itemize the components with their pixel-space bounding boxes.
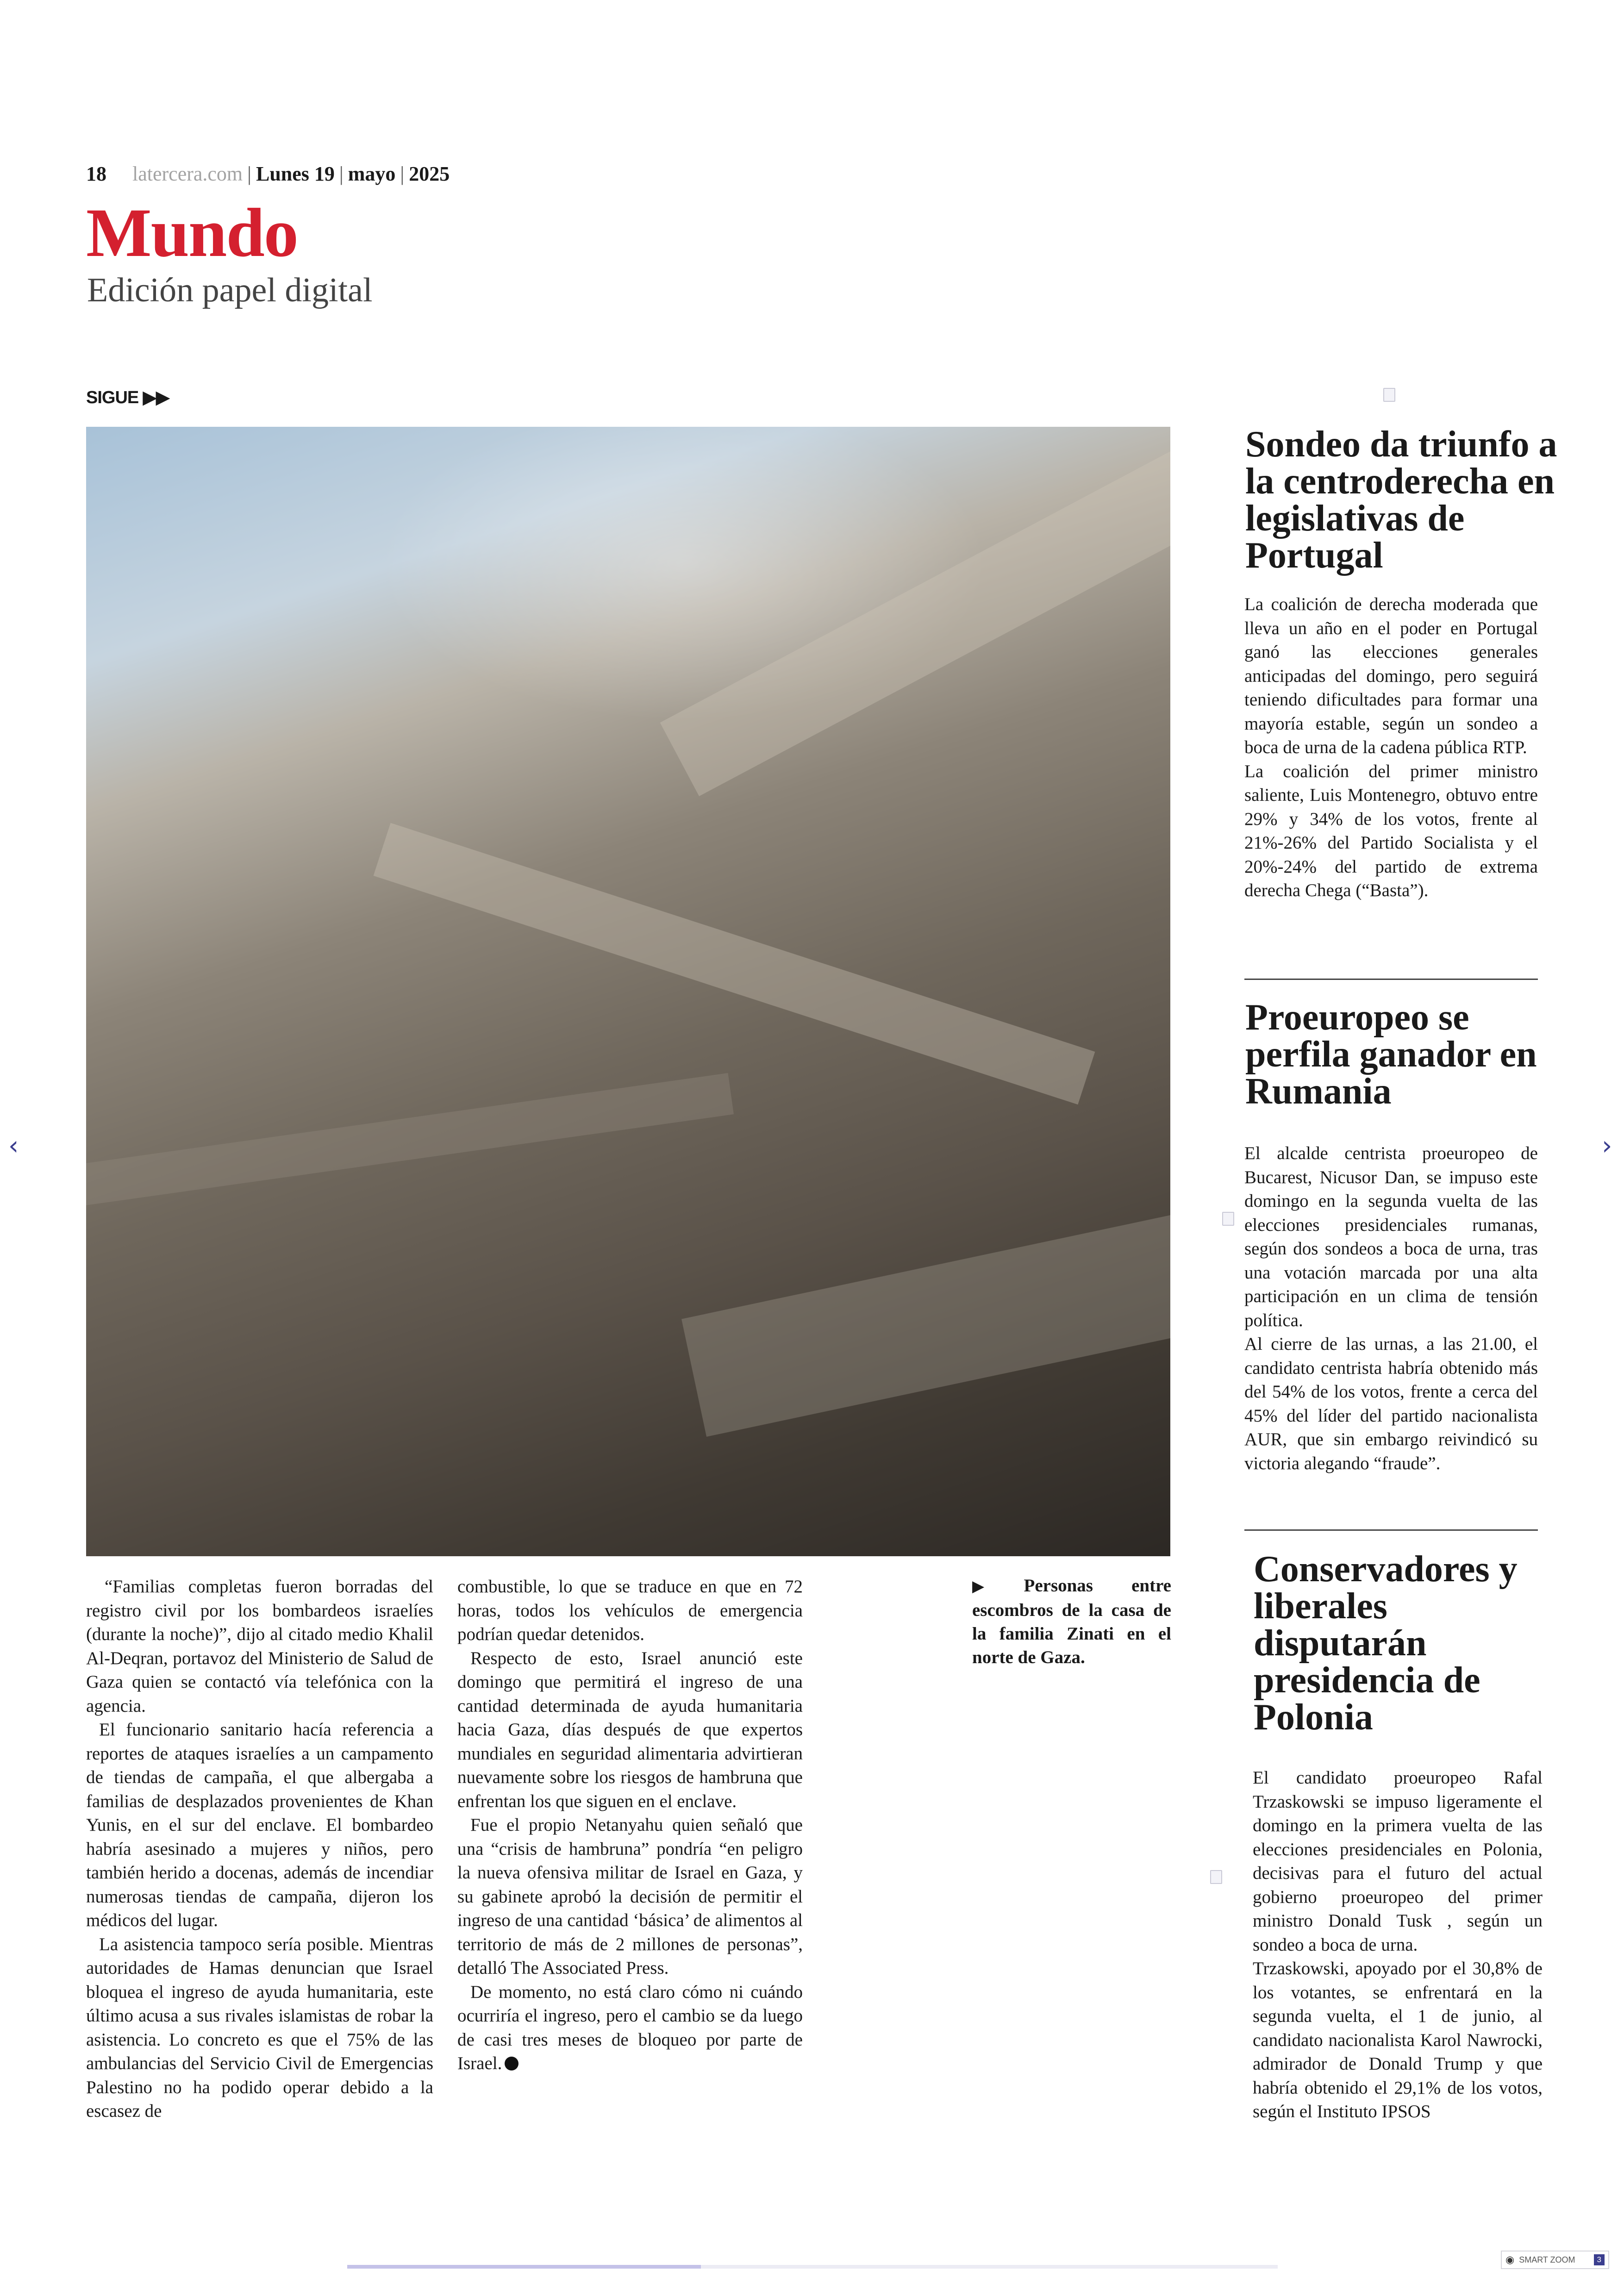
paragraph: “Familias completas fueron borradas del registro civil por los bombardeos israelíes (durante la noche)”, dijo al citado medio Khalil Al-Deqran, portavoz del Ministerio de Salud de Gaza quien se contactó vía telefónica con la agencia.	[86, 1577, 433, 1716]
brief-portugal	[1244, 592, 1538, 903]
smart-zoom-button[interactable]	[1501, 2251, 1609, 2269]
section-subtitle: Edición papel digital	[87, 271, 373, 309]
paragraph: El funcionario sanitario hacía referencia a reportes de ataques israelíes a un campamento de tiendas de campaña, el que albergaba a familias de desplazados provenientes de Khan Yunis, en el sur del enclave. El bombardeo habría asesinado a mujeres y niños, pero también herido a docenas, además de incendiar numerosas tiendas de campaña, dijeron los médicos del lugar.	[86, 1720, 433, 1930]
article-column-2	[457, 1575, 803, 2076]
rubble-photo	[86, 427, 1170, 1556]
page-badge: 3	[1594, 2254, 1605, 2265]
paragraph	[457, 1980, 803, 2076]
smart-zoom-label: SMART ZOOM	[1519, 2255, 1575, 2264]
prev-page-arrow-icon[interactable]: ‹	[8, 1131, 19, 1161]
paragraph: Fue el propio Netanyahu quien señaló que una “crisis de hambruna” pondría “en peligro la nueva ofensiva militar de Israel en Gaza, y su gabinete aprobó la decisión de permitir el ingreso de una cantidad ‘básica’ de alimentos al territorio de más de 2 millones de personas”, detalló The Associated Press.	[457, 1815, 803, 1978]
sigue-label: SIGUE ▶▶	[86, 388, 169, 407]
note-icon[interactable]	[1383, 388, 1395, 402]
reading-progress-fill	[347, 2265, 701, 2269]
paragraph: La asistencia tampoco sería posible. Mientras autoridades de Hamas denuncian que Israel bloquea el ingreso de ayuda humanitaria, este último acusa a sus rivales islamistas de robar la asistencia. Lo concreto es que el 75% de las ambulancias del Servicio Civil de Emergencias Palestino no ha podido operar debido a la escasez de	[86, 1934, 433, 2121]
headline-rumania: Proeuropeo se perfila ganador en Rumania	[1245, 997, 1537, 1112]
issue-month: mayo	[348, 162, 396, 185]
caption-triangle-icon: ▶	[972, 1578, 1018, 1595]
section-title: Mundo	[86, 194, 298, 271]
headline-polonia: Conservadores y liberales disputarán presidencia de Polonia	[1254, 1549, 1518, 1738]
caption-text: Personas entre escombros de la casa de la familia Zinati en el norte de Gaza.	[972, 1576, 1171, 1667]
paragraph: La coalición del primer ministro saliente, Luis Montenegro, obtuvo entre 29% y 34% de los votos, frente al 21%-26% del Partido Socialista y el 20%-24% del partido de extrema derecha Chega (“Basta”).	[1244, 761, 1538, 900]
paragraph: Trzaskowski, apoyado por el 30,8% de los votantes, se enfrentará en la segunda vuelta, el 1 de junio, al candidato nacionalista Karol Nawrocki, admirador de Donald Trump y que habría obtenido el 29,1% de los votos, según el Instituto IPSOS	[1253, 1958, 1543, 2121]
note-icon[interactable]	[1210, 1870, 1222, 1884]
divider	[1244, 979, 1538, 980]
paragraph: El candidato proeuropeo Rafal Trzaskowski se impuso ligeramente el domingo en la primera vuelta de las elecciones presidenciales en Polonia, decisivas para el futuro del actual gobierno proeuropeo del primer ministro Donald Tusk , según un sondeo a boca de urna.	[1253, 1768, 1543, 1955]
issue-day: Lunes 19	[256, 162, 335, 185]
note-icon[interactable]	[1222, 1212, 1234, 1226]
divider	[1244, 1529, 1538, 1531]
next-page-arrow-icon[interactable]: ›	[1602, 1131, 1612, 1161]
brief-rumania	[1244, 1141, 1538, 1475]
eye-icon: ◉	[1505, 2254, 1515, 2266]
paragraph: La coalición de derecha moderada que lleva un año en el poder en Portugal ganó las elecciones generales anticipadas del domingo, pero seguirá teniendo dificultades para formar una mayoría estable, según un sondeo a boca de urna de la cadena pública RTP.	[1244, 594, 1538, 757]
brief-polonia	[1253, 1766, 1543, 2124]
paragraph: Respecto de esto, Israel anunció este domingo que permitirá el ingreso de una cantidad determinada de ayuda humanitaria hacia Gaza, días después de que expertos mundiales en seguridad alimentaria advirtieran nuevamente sobre los riesgos de hambruna que enfrentan los que siguen en el enclave.	[457, 1648, 803, 1811]
paragraph-text: De momento, no está claro cómo ni cuándo ocurriría el ingreso, pero el cambio se da luego de casi tres meses de bloqueo por parte de Israel.	[457, 1982, 803, 2073]
site-name: latercera.com	[132, 162, 243, 185]
headline-portugal: Sondeo da triunfo a la centroderecha en legislativas de Portugal	[1245, 424, 1557, 576]
article-column-1	[86, 1575, 433, 2123]
page-number: 18	[86, 162, 106, 185]
paragraph: combustible, lo que se traduce en que en 72 horas, todos los vehículos de emergencia podrían quedar detenidos.	[457, 1577, 803, 1644]
paragraph: Al cierre de las urnas, a las 21.00, el candidato centrista habría obtenido más del 54% de los votos, frente a cerca del 45% del líder del partido nacionalista AUR, que sin embargo reivindicó su victoria alegando “fraude”.	[1244, 1334, 1538, 1473]
issue-year: 2025	[409, 162, 450, 185]
end-mark-icon	[505, 2057, 518, 2070]
photo-caption	[972, 1574, 1171, 1669]
folio-line: 18 latercera.com | Lunes 19 | mayo | 2025	[86, 162, 450, 185]
paragraph: El alcalde centrista proeuropeo de Bucarest, Nicusor Dan, se impuso este domingo en la segunda vuelta de las elecciones presidenciales rumanas, según dos sondeos a boca de urna, tras una votación marcada por una alta participación en un clima de tensión política.	[1244, 1143, 1538, 1330]
